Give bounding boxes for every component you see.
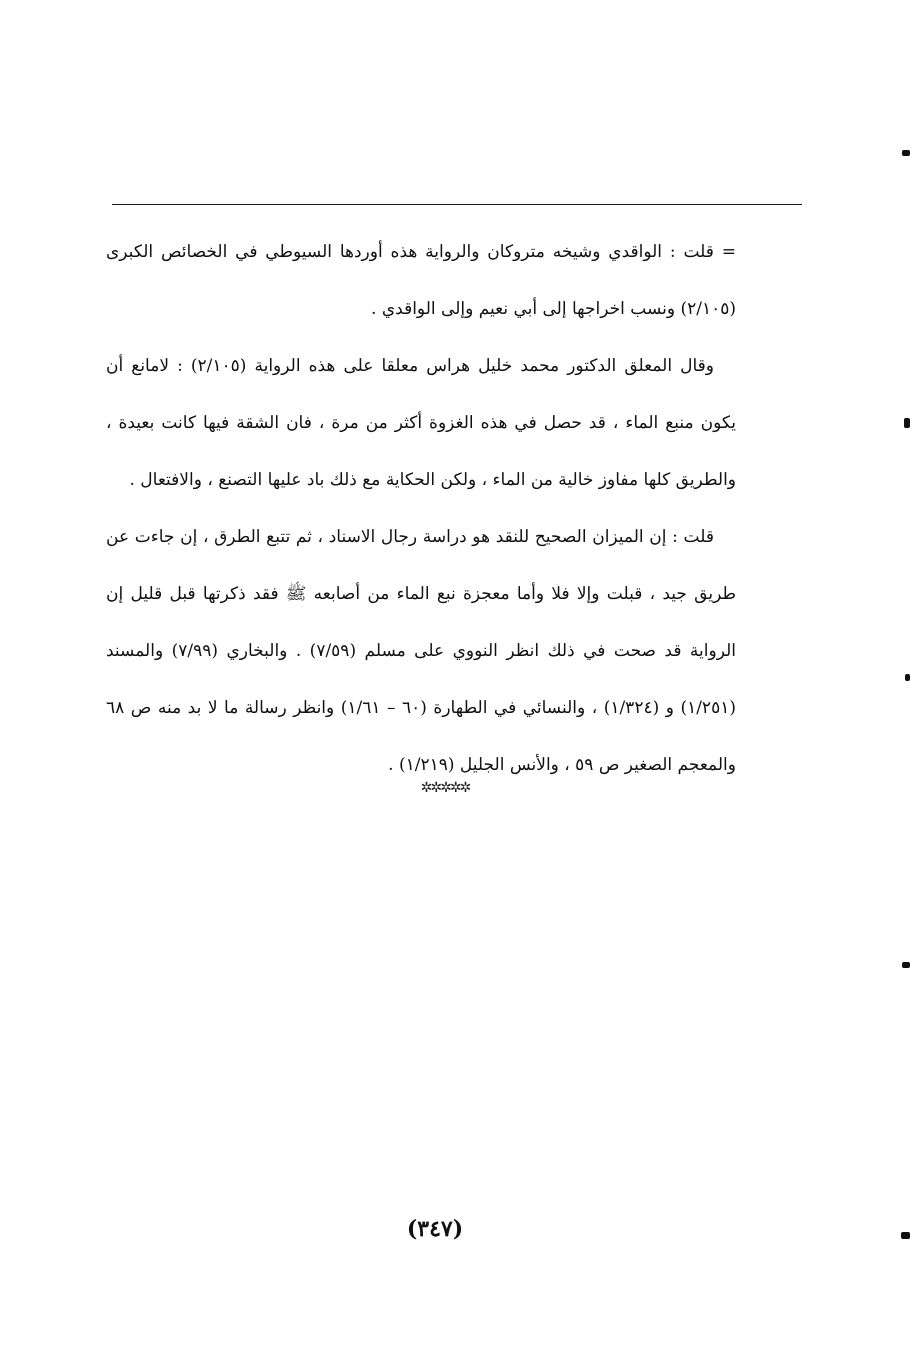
scan-edge-mark [905, 674, 910, 681]
footnote-separator-line [112, 204, 802, 205]
footnote-paragraph-2: وقال المعلق الدكتور محمد خليل هراس معلقا على هذه الرواية (٢/١٠٥) : لامانع أن يكون منبع الماء ، قد حصل في هذه الغزوة أكثر من مرة ، فان الشقة فيها كانت بعيدة ، والطريق كلها مفاوز خالية من الماء ، ولكن الحكاية مع ذلك باد عليها التصنع ، والافتعال . [106, 356, 736, 490]
section-end-ornament: ✲✲✲✲✲ [420, 780, 470, 796]
scan-edge-mark [902, 150, 910, 156]
footnotes-block [106, 224, 736, 794]
page-number: (٣٤٧) [406, 1216, 464, 1242]
footnote-paragraph-3: قلت : إن الميزان الصحيح للنقد هو دراسة رجال الاسناد ، ثم تتبع الطرق ، إن جاءت عن طريق جيد ، قبلت وإلا فلا وأما معجزة نبع الماء من أصابعه ﷺ فقد ذكرتها قبل قليل إن الرواية قد صحت في ذلك انظر النووي على مسلم (٧/٥٩) . والبخاري (٧/٩٩) والمسند (١/٢٥١) و (١/٣٢٤) ، والنسائي في الطهارة (٦٠ – ١/٦١) وانظر رسالة ما لا بد منه ص ٦٨ والمعجم الصغير ص ٥٩ ، والأنس الجليل (١/٢١٩) . [106, 527, 736, 775]
scan-edge-mark [902, 962, 910, 968]
scan-edge-mark [901, 1232, 910, 1239]
scan-edge-mark [904, 418, 910, 428]
footnote-paragraph-1: = قلت : الواقدي وشيخه متروكان والرواية هذه أوردها السيوطي في الخصائص الكبرى (٢/١٠٥) ونسب اخراجها إلى أبي نعيم وإلى الواقدي . [106, 242, 736, 319]
